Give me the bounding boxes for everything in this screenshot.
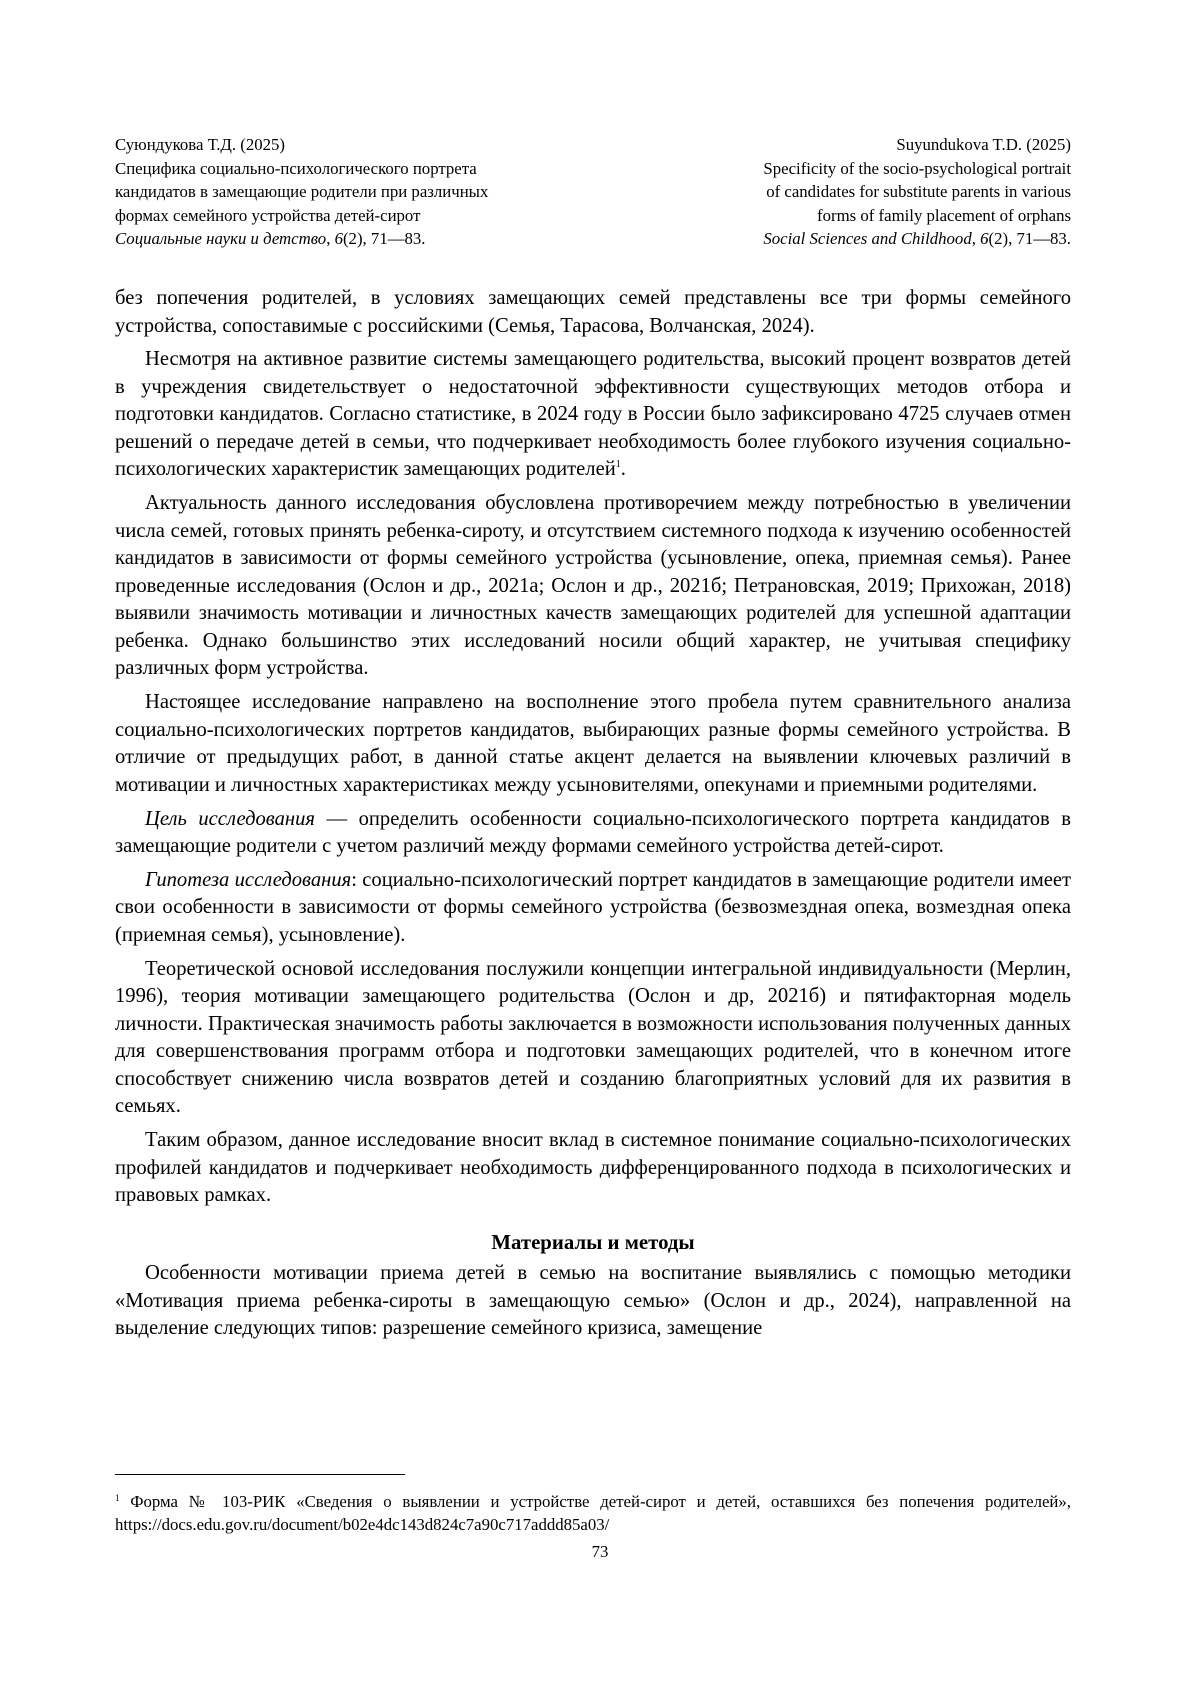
header-citation-ru: Социальные науки и детство, 6(2), 71—83.	[115, 227, 488, 251]
header-volume-ru: 6	[335, 229, 343, 248]
paragraph-9: Особенности мотивации приема детей в семью на воспитание выявлялись с помощью методики «Мотивация приема ребенка-сироты в замещающую семью» (Ослон и др., 2024), направленной на выделение следующих типов: разрешение семейного кризиса, замещение	[115, 1260, 1071, 1343]
header-title-ru-line-1: Специфика социально-психологического портрета	[115, 157, 488, 181]
paragraph-2-end: .	[621, 458, 626, 480]
header-title-en-line-2: of candidates for substitute parents in various	[763, 180, 1071, 204]
paragraph-3: Актуальность данного исследования обусловлена противоречием между потребностью в увеличении числа семей, готовых принять ребенка-сироту, и отсутствием системного подхода к изучению особенностей кандидатов в зависимости от формы семейного устройства (усыновление, опека, приемная семья). Ранее проведенные исследования (Ослон и др., 2021а; Ослон и др., 2021б; Петрановская, 2019; Прихожан, 2018) выявили значимость мотивации и личностных качеств замещающих родителей для успешной адаптации ребенка. Однако большинство этих исследований носили общий характер, не учитывая специфику различных форм устройства.	[115, 490, 1071, 683]
goal-label: Цель исследования	[145, 808, 315, 830]
footnote-text: Форма № 103-РИК «Сведения о выявлении и устройстве детей-сирот и детей, оставшихся без попечения родителей», https://docs.edu.gov.ru/document/b02e4dc143d824c7a90c717addd85a03/	[115, 1492, 1071, 1534]
header-title-ru-line-2: кандидатов в замещающие родители при различных	[115, 180, 488, 204]
header-issue-ru: (2), 71—83.	[343, 229, 426, 248]
header-journal-en: Social Sciences and Childhood	[763, 229, 971, 248]
hypothesis-text: : социально-психологический портрет кандидатов в замещающие родители имеет свои особенности в зависимости от формы семейного устройства (безвозмездная опека, возмездная опека (приемная семья), усыновление).	[115, 869, 1071, 946]
header-title-en-line-3: forms of family placement of orphans	[763, 204, 1071, 228]
paragraph-8: Таким образом, данное исследование вносит вклад в системное понимание социально-психологических профилей кандидатов и подчеркивает необходимость дифференцированного подхода в психологических и правовых рамках.	[115, 1127, 1071, 1210]
header-title-ru-line-3: формах семейного устройства детей-сирот	[115, 204, 488, 228]
page-number: 73	[0, 1541, 1200, 1563]
header-author-en: Suyundukova T.D. (2025)	[763, 133, 1071, 157]
footnote-mark: 1	[115, 1493, 120, 1503]
header-citation-en: Social Sciences and Childhood, 6(2), 71—83.	[763, 227, 1071, 251]
header-journal-ru: Социальные науки и детство	[115, 229, 326, 248]
paragraph-goal	[115, 806, 1071, 861]
paragraph-hypothesis	[115, 867, 1071, 950]
header-issue-en: (2), 71—83.	[989, 229, 1072, 248]
article-body	[115, 285, 1071, 1349]
running-header	[115, 133, 1071, 251]
footnote-divider	[115, 1474, 405, 1475]
section-heading: Материалы и методы	[115, 1229, 1071, 1257]
header-author-ru: Суюндукова Т.Д. (2025)	[115, 133, 488, 157]
footnote	[115, 1490, 1071, 1536]
header-english	[763, 133, 1071, 251]
header-volume-en: 6	[980, 229, 988, 248]
paragraph-7: Теоретической основой исследования послужили концепции интегральной индивидуальности (Мерлин, 1996), теория мотивации замещающего родительства (Ослон и др, 2021б) и пятифакторная модель личности. Практическая значимость работы заключается в возможности использования полученных данных для совершенствования программ отбора и подготовки замещающих родителей, что в конечном итоге способствует снижению числа возвратов детей и созданию благоприятных условий для их развития в семьях.	[115, 956, 1071, 1121]
paragraph-2-text: Несмотря на активное развитие системы замещающего родительства, высокий процент возвратов детей в учреждения свидетельствует о недостаточной эффективности существующих методов отбора и подготовки кандидатов. Согласно статистике, в 2024 году в России было зафиксировано 4725 случаев отмен решений о передаче детей в семьи, что подчеркивает необходимость более глубокого изучения социально-психологических характеристик замещающих родителей	[115, 348, 1071, 480]
header-russian	[115, 133, 488, 251]
paragraph-4: Настоящее исследование направлено на восполнение этого пробела путем сравнительного анализа социально-психологических портретов кандидатов, выбирающих разные формы семейного устройства. В отличие от предыдущих работ, в данной статье акцент делается на выявлении ключевых различий в мотивации и личностных характеристиках между усыновителями, опекунами и приемными родителями.	[115, 689, 1071, 799]
paragraph-2	[115, 346, 1071, 484]
goal-text: — определить особенности социально-психологического портрета кандидатов в замещающие родители с учетом различий между формами семейного устройства детей-сирот.	[115, 808, 1071, 858]
paragraph-1: без попечения родителей, в условиях замещающих семей представлены все три формы семейного устройства, сопоставимые с российскими (Семья, Тарасова, Волчанская, 2024).	[115, 285, 1071, 340]
hypothesis-label: Гипотеза исследования	[145, 869, 351, 891]
header-title-en-line-1: Specificity of the socio-psychological portrait	[763, 157, 1071, 181]
footnote-ref: 1	[616, 459, 621, 470]
journal-page	[0, 0, 1200, 1697]
